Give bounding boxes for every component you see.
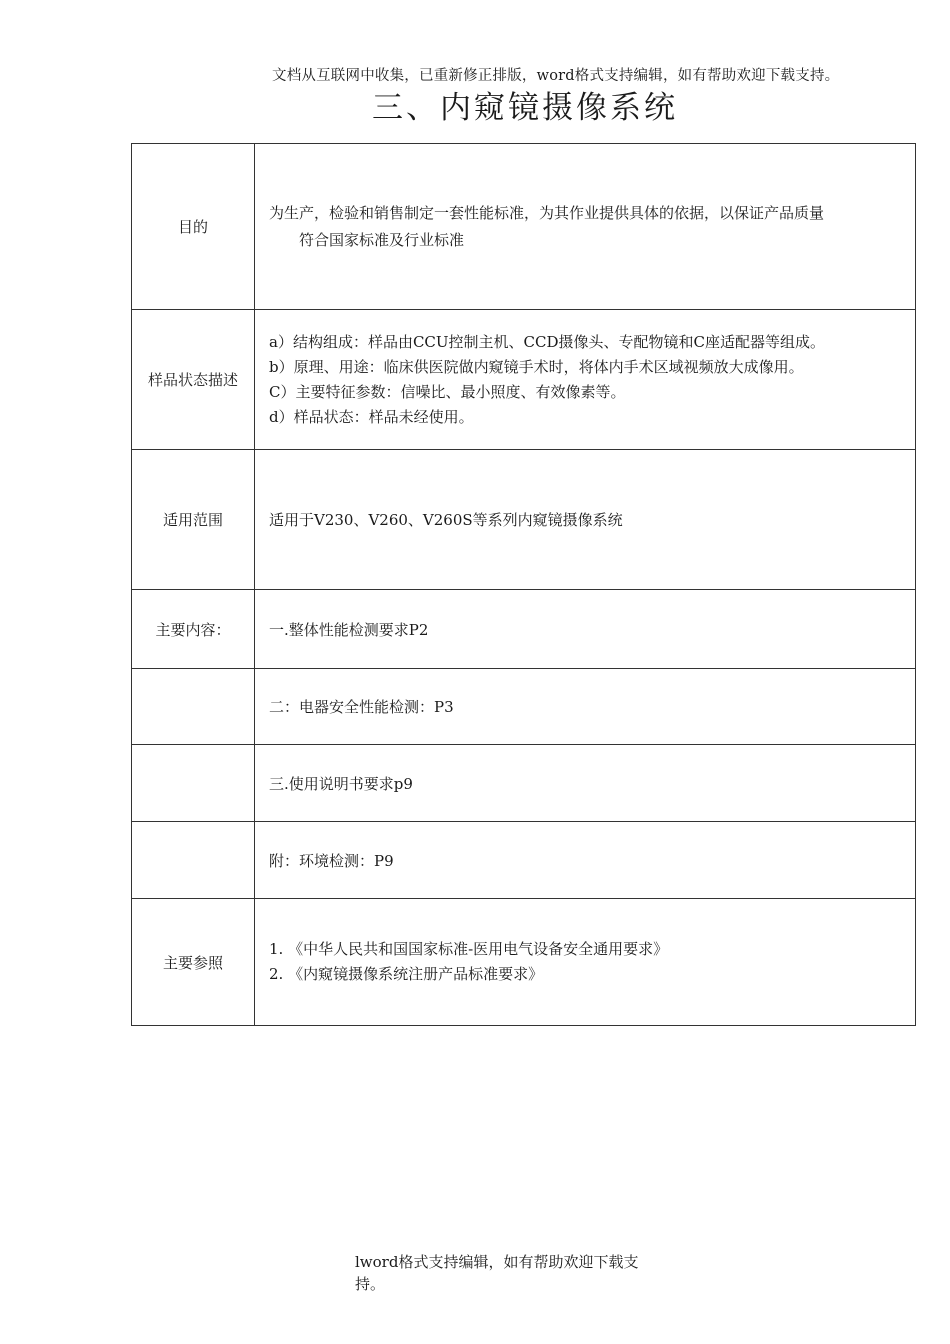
main-content-item-2: 二：电器安全性能检测：P3 [255, 669, 916, 745]
empty-label-cell [132, 822, 255, 899]
purpose-line-2: 符合国家标准及行业标准 [299, 230, 465, 249]
scope-content: 适用于V230、V260、V260S等系列内窥镜摄像系统 [255, 450, 916, 590]
references-label: 主要参照 [132, 899, 255, 1026]
table-row-main-content-2 [132, 669, 916, 745]
sample-content [255, 310, 916, 450]
sample-item-c: C）主要特征参数：信噪比、最小照度、有效像素等。 [269, 382, 626, 401]
table-row-sample [132, 310, 916, 450]
sample-item-a: a）结构组成：样品由CCU控制主机、CCD摄像头、专配物镜和C座适配器等组成。 [269, 332, 825, 351]
table-row-scope [132, 450, 916, 590]
empty-label-cell [132, 745, 255, 822]
main-content-item-1: 一.整体性能检测要求P2 [255, 590, 916, 669]
main-content-item-3: 三.使用说明书要求p9 [255, 745, 916, 822]
table-row-main-content-4 [132, 822, 916, 899]
footer-line-1: lword格式支持编辑，如有帮助欢迎下载支 [355, 1253, 639, 1271]
main-content-item-4: 附：环境检测：P9 [255, 822, 916, 899]
main-content-label: 主要内容： [132, 590, 255, 669]
purpose-label: 目的 [132, 144, 255, 310]
table-row-references [132, 899, 916, 1026]
table-row-main-content-3 [132, 745, 916, 822]
footer-note [355, 1251, 685, 1295]
header-note: 文档从互联网中收集，已重新修正排版，word格式支持编辑，如有帮助欢迎下载支持。 [272, 68, 840, 84]
footer-line-2: 持。 [355, 1275, 386, 1293]
page-title: 三、内窥镜摄像系统 [372, 90, 678, 126]
purpose-line-1: 为生产，检验和销售制定一套性能标准，为其作业提供具体的依据，以保证产品质量 [269, 203, 825, 222]
empty-label-cell [132, 669, 255, 745]
table-row-purpose [132, 144, 916, 310]
sample-label: 样品状态描述 [132, 310, 255, 450]
reference-item-2: 2. 《内窥镜摄像系统注册产品标准要求》 [269, 965, 544, 983]
sample-item-b: b）原理、用途：临床供医院做内窥镜手术时，将体内手术区域视频放大成像用。 [269, 357, 804, 376]
table-row-main-content [132, 590, 916, 669]
references-content [255, 899, 916, 1026]
scope-label: 适用范围 [132, 450, 255, 590]
purpose-content [255, 144, 916, 310]
reference-item-1: 1. 《中华人民共和国国家标准-医用电气设备安全通用要求》 [269, 940, 669, 958]
spec-table [131, 143, 916, 1026]
sample-item-d: d）样品状态：样品未经使用。 [269, 407, 474, 426]
